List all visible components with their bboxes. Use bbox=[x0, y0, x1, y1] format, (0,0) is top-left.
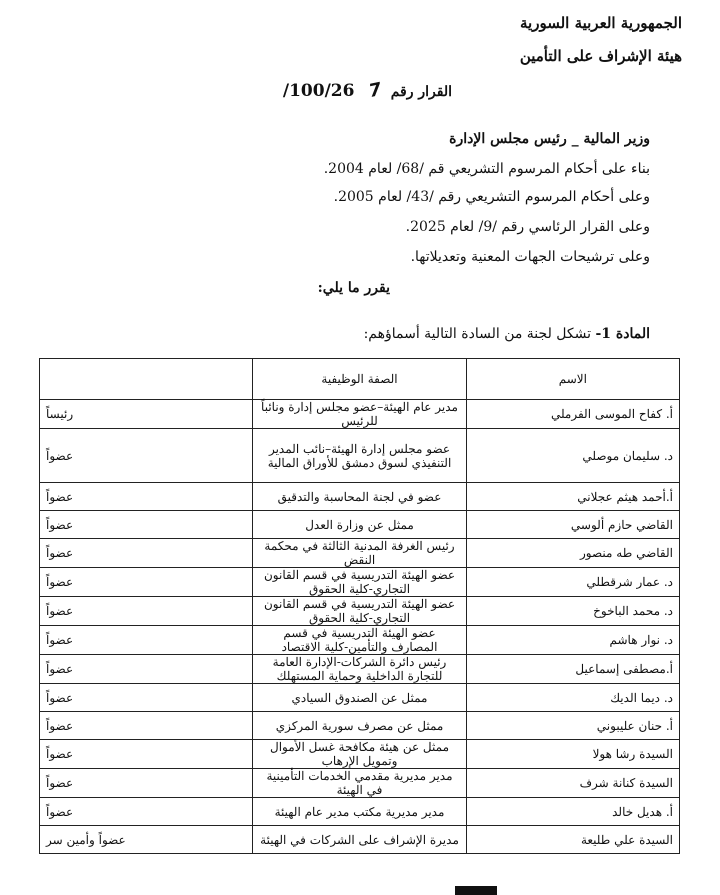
member-job: عضو مجلس إدارة الهيئة–نائب المدير التنفيذي لسوق دمشق للأوراق المالية bbox=[253, 429, 466, 483]
member-name: أ. حنان عليبوني bbox=[466, 712, 679, 740]
member-name: القاضي طه منصور bbox=[466, 539, 679, 568]
table-row bbox=[40, 684, 680, 712]
member-role: عضواً bbox=[40, 429, 253, 483]
member-name: أ.أحمد هيثم عجلاني bbox=[466, 483, 679, 511]
decision-number bbox=[283, 80, 452, 101]
member-role: عضواً bbox=[40, 655, 253, 684]
authority-heading: هيئة الإشراف على التأمين bbox=[519, 47, 682, 65]
handwritten-number: 7 bbox=[367, 78, 384, 103]
member-job: مدير مديرية مقدمي الخدمات التأمينية في الهيئة bbox=[253, 769, 466, 798]
table-row bbox=[40, 798, 680, 826]
member-role: عضواً bbox=[40, 483, 253, 511]
preamble-line: وعلى ترشيحات الجهات المعنية وتعديلاتها. bbox=[410, 249, 650, 265]
member-job: رئيس دائرة الشركات-الإدارة العامة للتجارة الداخلية وحماية المستهلك bbox=[253, 655, 466, 684]
table-row bbox=[40, 826, 680, 854]
member-role: عضواً bbox=[40, 511, 253, 539]
member-role: عضواً bbox=[40, 740, 253, 769]
preamble-line: وعلى القرار الرئاسي رقم /9/ لعام 2025. bbox=[405, 219, 650, 235]
article-text: تشكل لجنة من السادة التالية أسماؤهم: bbox=[363, 326, 592, 342]
member-role: عضواً bbox=[40, 684, 253, 712]
preamble-line: بناء على أحكام المرسوم التشريعي قم /68/ لعام 2004. bbox=[323, 161, 650, 177]
member-name: د. عمار شرقطلي bbox=[466, 568, 679, 597]
table-row bbox=[40, 655, 680, 684]
member-role: رئيساً bbox=[40, 400, 253, 429]
member-role: عضواً bbox=[40, 769, 253, 798]
member-name: أ.مصطفى إسماعيل bbox=[466, 655, 679, 684]
member-job: عضو الهيئة التدريسية في قسم القانون التجاري-كلية الحقوق bbox=[253, 597, 466, 626]
member-role: عضواً bbox=[40, 626, 253, 655]
member-job: عضو الهيئة التدريسية في قسم القانون التجاري-كلية الحقوق bbox=[253, 568, 466, 597]
member-role: عضواً bbox=[40, 539, 253, 568]
preamble-line: وعلى أحكام المرسوم التشريعي رقم /43/ لعام 2005. bbox=[333, 189, 650, 205]
member-name: أ. هديل خالد bbox=[466, 798, 679, 826]
table-row bbox=[40, 626, 680, 655]
table-row bbox=[40, 511, 680, 539]
table-row bbox=[40, 483, 680, 511]
member-job: مديرة الإشراف على الشركات في الهيئة bbox=[253, 826, 466, 854]
member-role: عضواً bbox=[40, 798, 253, 826]
member-job: ممثل عن الصندوق السيادي bbox=[253, 684, 466, 712]
table-row bbox=[40, 597, 680, 626]
article-label: المادة 1- bbox=[595, 326, 650, 342]
member-role: عضواً وأمين سر bbox=[40, 826, 253, 854]
member-job: ممثل عن مصرف سورية المركزي bbox=[253, 712, 466, 740]
member-role: عضواً bbox=[40, 712, 253, 740]
member-job: عضو في لجنة المحاسبة والتدقيق bbox=[253, 483, 466, 511]
page-edge-mark bbox=[455, 886, 497, 895]
table-row bbox=[40, 400, 680, 429]
committee-table bbox=[39, 358, 680, 854]
member-role: عضواً bbox=[40, 568, 253, 597]
column-header-role bbox=[40, 359, 253, 400]
member-name: السيدة كنانة شرف bbox=[466, 769, 679, 798]
member-job: رئيس الغرفة المدنية الثالثة في محكمة النقض bbox=[253, 539, 466, 568]
resolves-heading: يقرر ما يلي: bbox=[317, 280, 390, 296]
member-name: د. ديما الديك bbox=[466, 684, 679, 712]
table-row bbox=[40, 539, 680, 568]
article-1 bbox=[364, 326, 650, 342]
member-job: ممثل عن وزارة العدل bbox=[253, 511, 466, 539]
member-job: مدير مديرية مكتب مدير عام الهيئة bbox=[253, 798, 466, 826]
column-header-job: الصفة الوظيفية bbox=[253, 359, 466, 400]
member-job: ممثل عن هيئة مكافحة غسل الأموال وتمويل الإرهاب bbox=[253, 740, 466, 769]
table-row bbox=[40, 740, 680, 769]
republic-heading: الجمهورية العربية السورية bbox=[520, 14, 682, 32]
column-header-name: الاسم bbox=[466, 359, 679, 400]
table-row bbox=[40, 712, 680, 740]
member-name: القاضي حازم ألوسي bbox=[466, 511, 679, 539]
member-name: د. محمد الباخوخ bbox=[466, 597, 679, 626]
member-name: د. نوار هاشم bbox=[466, 626, 679, 655]
table-row bbox=[40, 769, 680, 798]
table-row bbox=[40, 429, 680, 483]
member-name: د. سليمان موصلي bbox=[466, 429, 679, 483]
member-job: عضو الهيئة التدريسية في قسم المصارف والتأمين-كلية الاقتصاد bbox=[253, 626, 466, 655]
minister-title: وزير المالية _ رئيس مجلس الإدارة bbox=[449, 131, 650, 147]
member-name: أ. كفاح الموسى الفرملي bbox=[466, 400, 679, 429]
decision-number-tail: 100/26/ bbox=[282, 81, 355, 101]
decision-label: القرار رقم bbox=[390, 84, 452, 100]
table-row bbox=[40, 568, 680, 597]
member-role: عضواً bbox=[40, 597, 253, 626]
member-name: السيدة رشا هولا bbox=[466, 740, 679, 769]
member-job: مدير عام الهيئة–عضو مجلس إدارة ونائباً للرئيس bbox=[253, 400, 466, 429]
member-name: السيدة علي طليعة bbox=[466, 826, 679, 854]
